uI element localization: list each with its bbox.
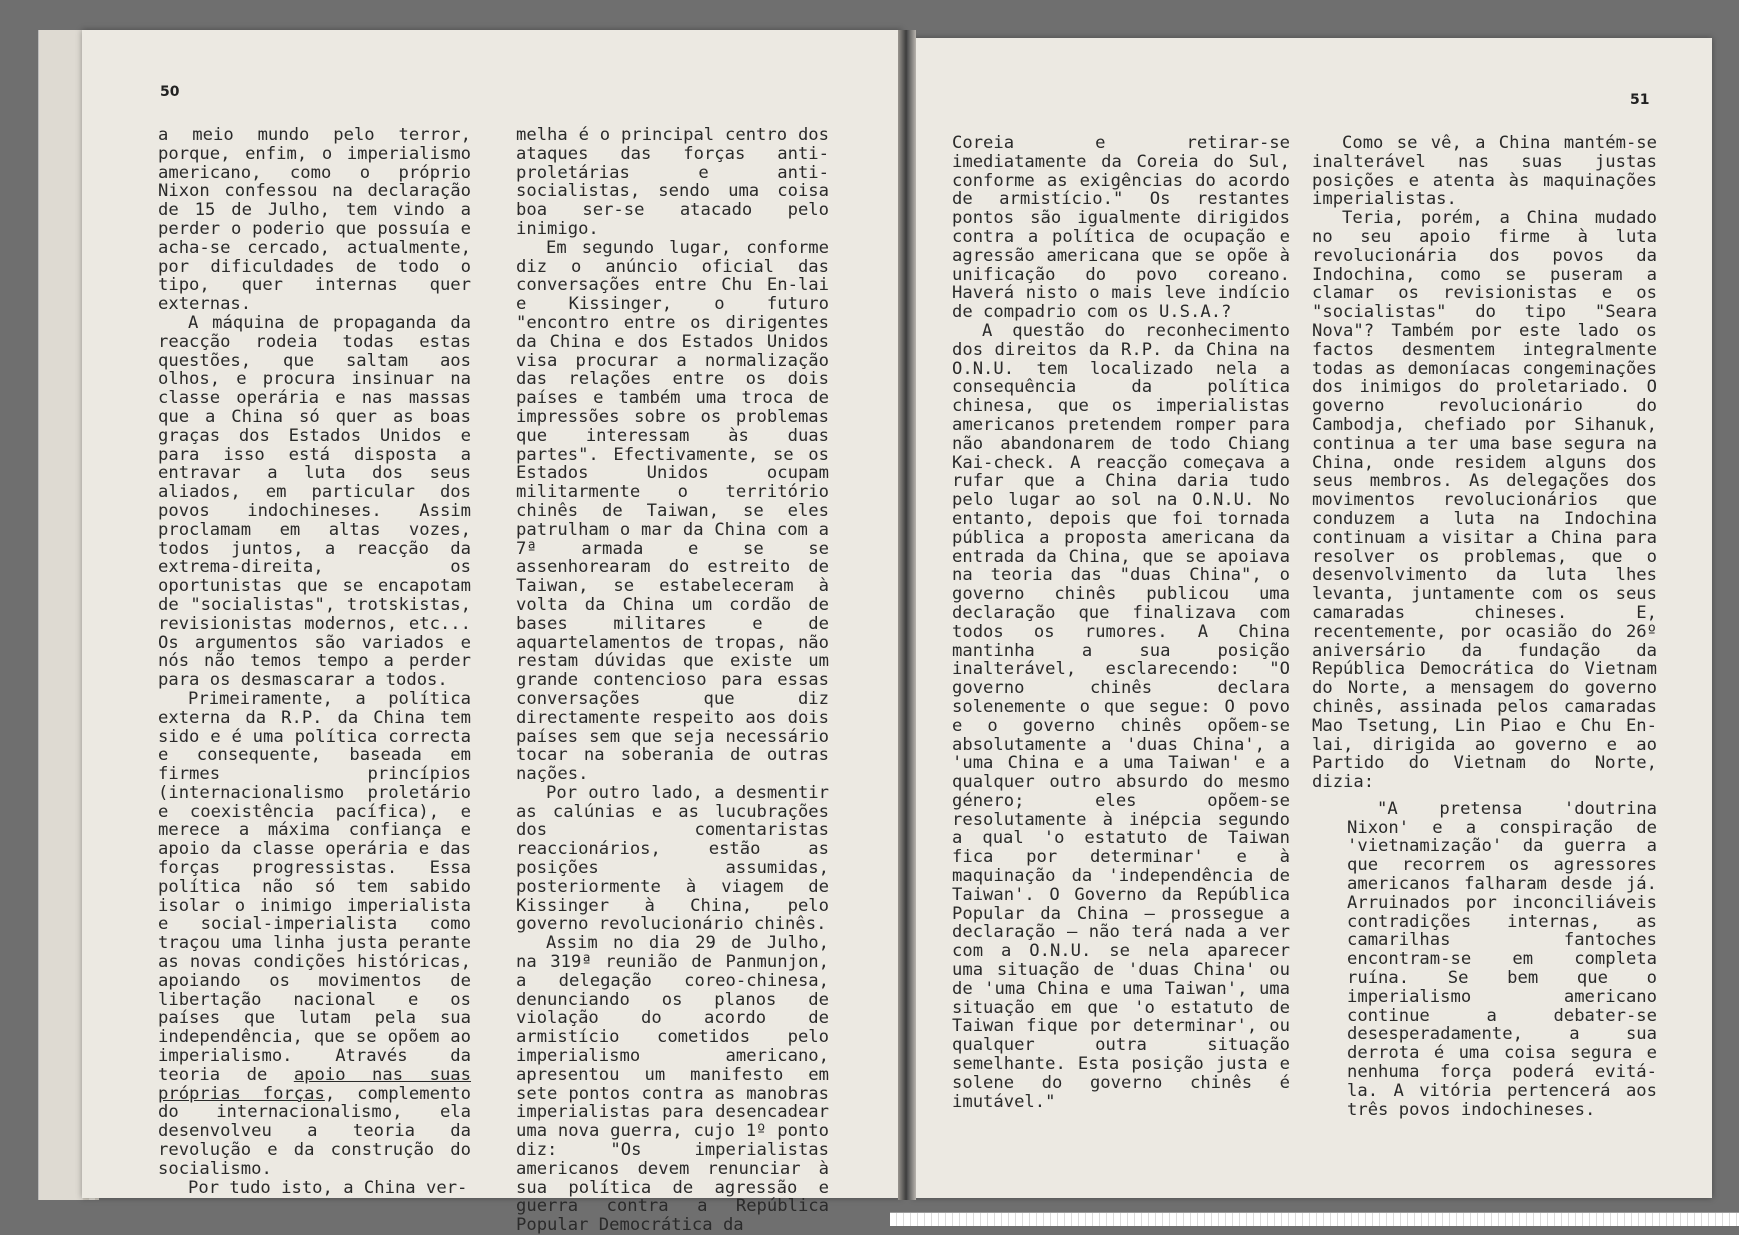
page-number-right: 51 — [1630, 92, 1650, 108]
block-quote — [1347, 800, 1657, 1120]
text-segment: Coreia e retirar-se imediatamente da Coreia do Sul, conforme as exigências do acordo de armistício." Os restantes pontos são igualmente dirigidos contra a política de ocupação e agressão americana que se opõe à unificação do povo coreano. Haverá nisto o mais leve indício de compadrio com os U.S.A.? — [952, 133, 1290, 323]
paragraph — [516, 784, 829, 934]
scale-ruler — [890, 1212, 1739, 1226]
paragraph — [952, 134, 1290, 322]
text-segment: Por tudo isto, a China ver- — [188, 1177, 468, 1198]
text-segment: A máquina de propaganda da reacção rodeia todas estas questões, que saltam aos olhos, e procura insinuar na classe operária e nas massas que a China só quer as boas graças dos Estados Unidos e para isso está disposta a entravar a luta dos seus aliados, em particular dos povos indochineses. Assim proclamam em altas vozes, todos juntos, a reacção da extrema-direita, os oportunistas que se encapotam de "socialistas", trotskistas, revisionistas modernos, etc... Os argumentos são variados e nós não temos tempo a perder para os desmascarar a todos. — [158, 312, 471, 691]
quote-text: "A pretensa 'doutrina Nixon' e a conspiração de 'vietnamização' da guerra a que recorrem os agressores americanos falharam desde já. Arruinados por inconciliáveis contradições internas, as camarilhas fantoches encontram-se em completa ruína. Se bem que o imperialismo americano continue a debater-se desesperadamente, a sua derrota é uma coisa segura e nenhuma força poderá evitá-la. A vitória pertencerá aos três povos indochineses. — [1347, 798, 1657, 1120]
left-page-column-1 — [158, 126, 471, 1197]
left-page — [82, 30, 902, 1235]
underlined-phrase: apoio nas suas próprias forças — [158, 1064, 472, 1104]
paragraph — [1312, 209, 1657, 792]
text-segment: , complemento do internacionalismo, ela desenvolveu a teoria da revolução e da construção do socialismo. — [158, 1083, 471, 1179]
right-page — [912, 38, 1712, 1198]
text-segment: Assim no dia 29 de Julho, na 319ª reunião de Panmunjon, a delegação coreo-chinesa, denunciando os planos de violação do acordo de armistício cometidos pelo imperialismo americano, apresentou um manifesto em sete pontos contra as manobras imperialistas para desencadear uma nova guerra, cujo 1º ponto diz: "Os imperialistas americanos devem renunciar à sua política de agressão e guerra contra a República Popular Democrática da — [516, 933, 829, 1235]
paragraph — [158, 314, 471, 690]
paragraph — [516, 934, 829, 1235]
text-segment: Em segundo lugar, conforme diz o anúncio oficial das conversações entre Chu En-lai e Kissinger, o futuro "encontro entre os dirigentes da China e dos Estados Unidos visa procurar a normalização das relações entre os dois países e também uma troca de impressões sobre os problemas que interessam às duas partes". Efectivamente, se os Estados Unidos ocupam militarmente o território chinês de Taiwan, se eles patrulham o mar da China com a 7ª armada e se se assenhorearam do estreito de Taiwan, se estabeleceram à volta da China um cordão de bases militares e de aquartelamentos de tropas, não restam dúvidas que existe um grande contencioso para essas conversações que diz directamente respeito aos dois países sem que seja necessário tocar na soberania de outras nações. — [516, 237, 829, 785]
page-number-left: 50 — [160, 84, 180, 100]
left-page-column-2 — [516, 126, 829, 1235]
paragraph — [158, 126, 471, 314]
text-segment: melha é o principal centro dos ataques das forças anti-proletárias e anti-socialistas, sendo uma coisa boa ser-se atacado pelo inimigo. — [516, 125, 829, 239]
text-segment: Por outro lado, a desmentir as calúnias e as lucubrações dos comentaristas reaccionários, estão as posições assumidas, posteriormente à viagem de Kissinger à China, pelo governo revolucionário chinês. — [516, 782, 829, 935]
paragraph — [952, 322, 1290, 1111]
text-segment: Teria, porém, a China mudado no seu apoio firme à luta revolucionária dos povos da Indochina, como se puseram a clamar os revisionistas e os "socialistas" do tipo "Seara Nova"? Também por este lado os factos desmentem integralmente todas as demoníacas congeminações dos inimigos do proletariado. O governo revolucionário do Cambodja, chefiado por Sihanuk, continua a ter uma base segura na China, onde residem alguns dos seus membros. As delegações dos movimentos revolucionários que conduzem a luta na Indochina continuam a visitar a China para resolver os problemas, que o desenvolvimento da luta lhes levanta, juntamente com os seus camaradas chineses. E, recentemente, por ocasião do 26º aniversário da fundação da República Democrática do Vietnam do Norte, a mensagem do governo chinês, assinada pelos camaradas Mao Tsetung, Lin Piao e Chu En-lai, dirigida ao governo e ao Partido do Vietnam do Norte, dizia: — [1312, 208, 1657, 793]
text-segment: Primeiramente, a política externa da R.P. da China tem sido e é uma política correcta e consequente, baseada em firmes princípios (internacionalismo proletário e coexistência pacífica), e merece a máxima confiança e apoio da classe operária e das forças progressistas. Essa política não só tem sabido isolar o inimigo imperialista e social-imperialista como traçou uma linha justa perante as novas condições históricas, apoiando os movimentos de libertação nacional e os países que lutam pela sua independência, que se opõem ao imperialismo. Através da teoria de — [158, 688, 471, 1085]
paragraph — [158, 690, 471, 1179]
paragraph — [158, 1179, 471, 1198]
paragraph — [516, 239, 829, 784]
book-gutter — [898, 30, 916, 1200]
paragraph — [516, 126, 829, 239]
paragraph — [1312, 134, 1657, 209]
text-segment: Como se vê, a China mantém-se inalterável nas suas justas posições e atenta às maquinações imperialistas. — [1312, 133, 1657, 210]
text-segment: A questão do reconhecimento dos direitos da R.P. da China na O.N.U. tem localizado nela a consequência da política chinesa, que os imperialistas americanos pretendem romper para não abandonarem de todo Chiang Kai-check. A reacção começava a rufar que a China daria tudo pelo lugar ao sol na O.N.U. No entanto, depois que foi tornada pública a proposta americana da entrada da China, que se apoiava na teoria das "duas China", o governo chinês publicou uma declaração que finalizava com todos os rumores. A China mantinha a sua posição inalterável, esclarecendo: "O governo chinês declara solenemente o que segue: O povo e o governo chinês opõem-se absolutamente a 'duas China', a 'uma China e a uma Taiwan' e a qualquer outro absurdo do mesmo género; eles opõem-se resolutamente à inépcia segundo a qual 'o estatuto de Taiwan fica por determinar' e à maquinação da 'independência de Taiwan'. O Governo da República Popular da China — prossegue a declaração — não terá nada a ver com a O.N.U. se nela aparecer uma situação de 'duas China' ou de 'uma China e uma Taiwan', uma situação em que 'o estatuto de Taiwan fique por determinar', ou qualquer outra situação semelhante. Esta posição justa e solene do governo chinês é imutável." — [952, 320, 1290, 1112]
text-segment: a meio mundo pelo terror, porque, enfim, o imperialismo americano, como o próprio Nixon confessou na declaração de 15 de Julho, tem vindo a perder o poderio que possuía e acha-se cercado, actualmente, por dificuldades de todo o tipo, quer internas quer externas. — [158, 125, 471, 315]
right-page-column-1 — [952, 134, 1290, 1111]
right-page-column-2 — [1312, 134, 1657, 1119]
